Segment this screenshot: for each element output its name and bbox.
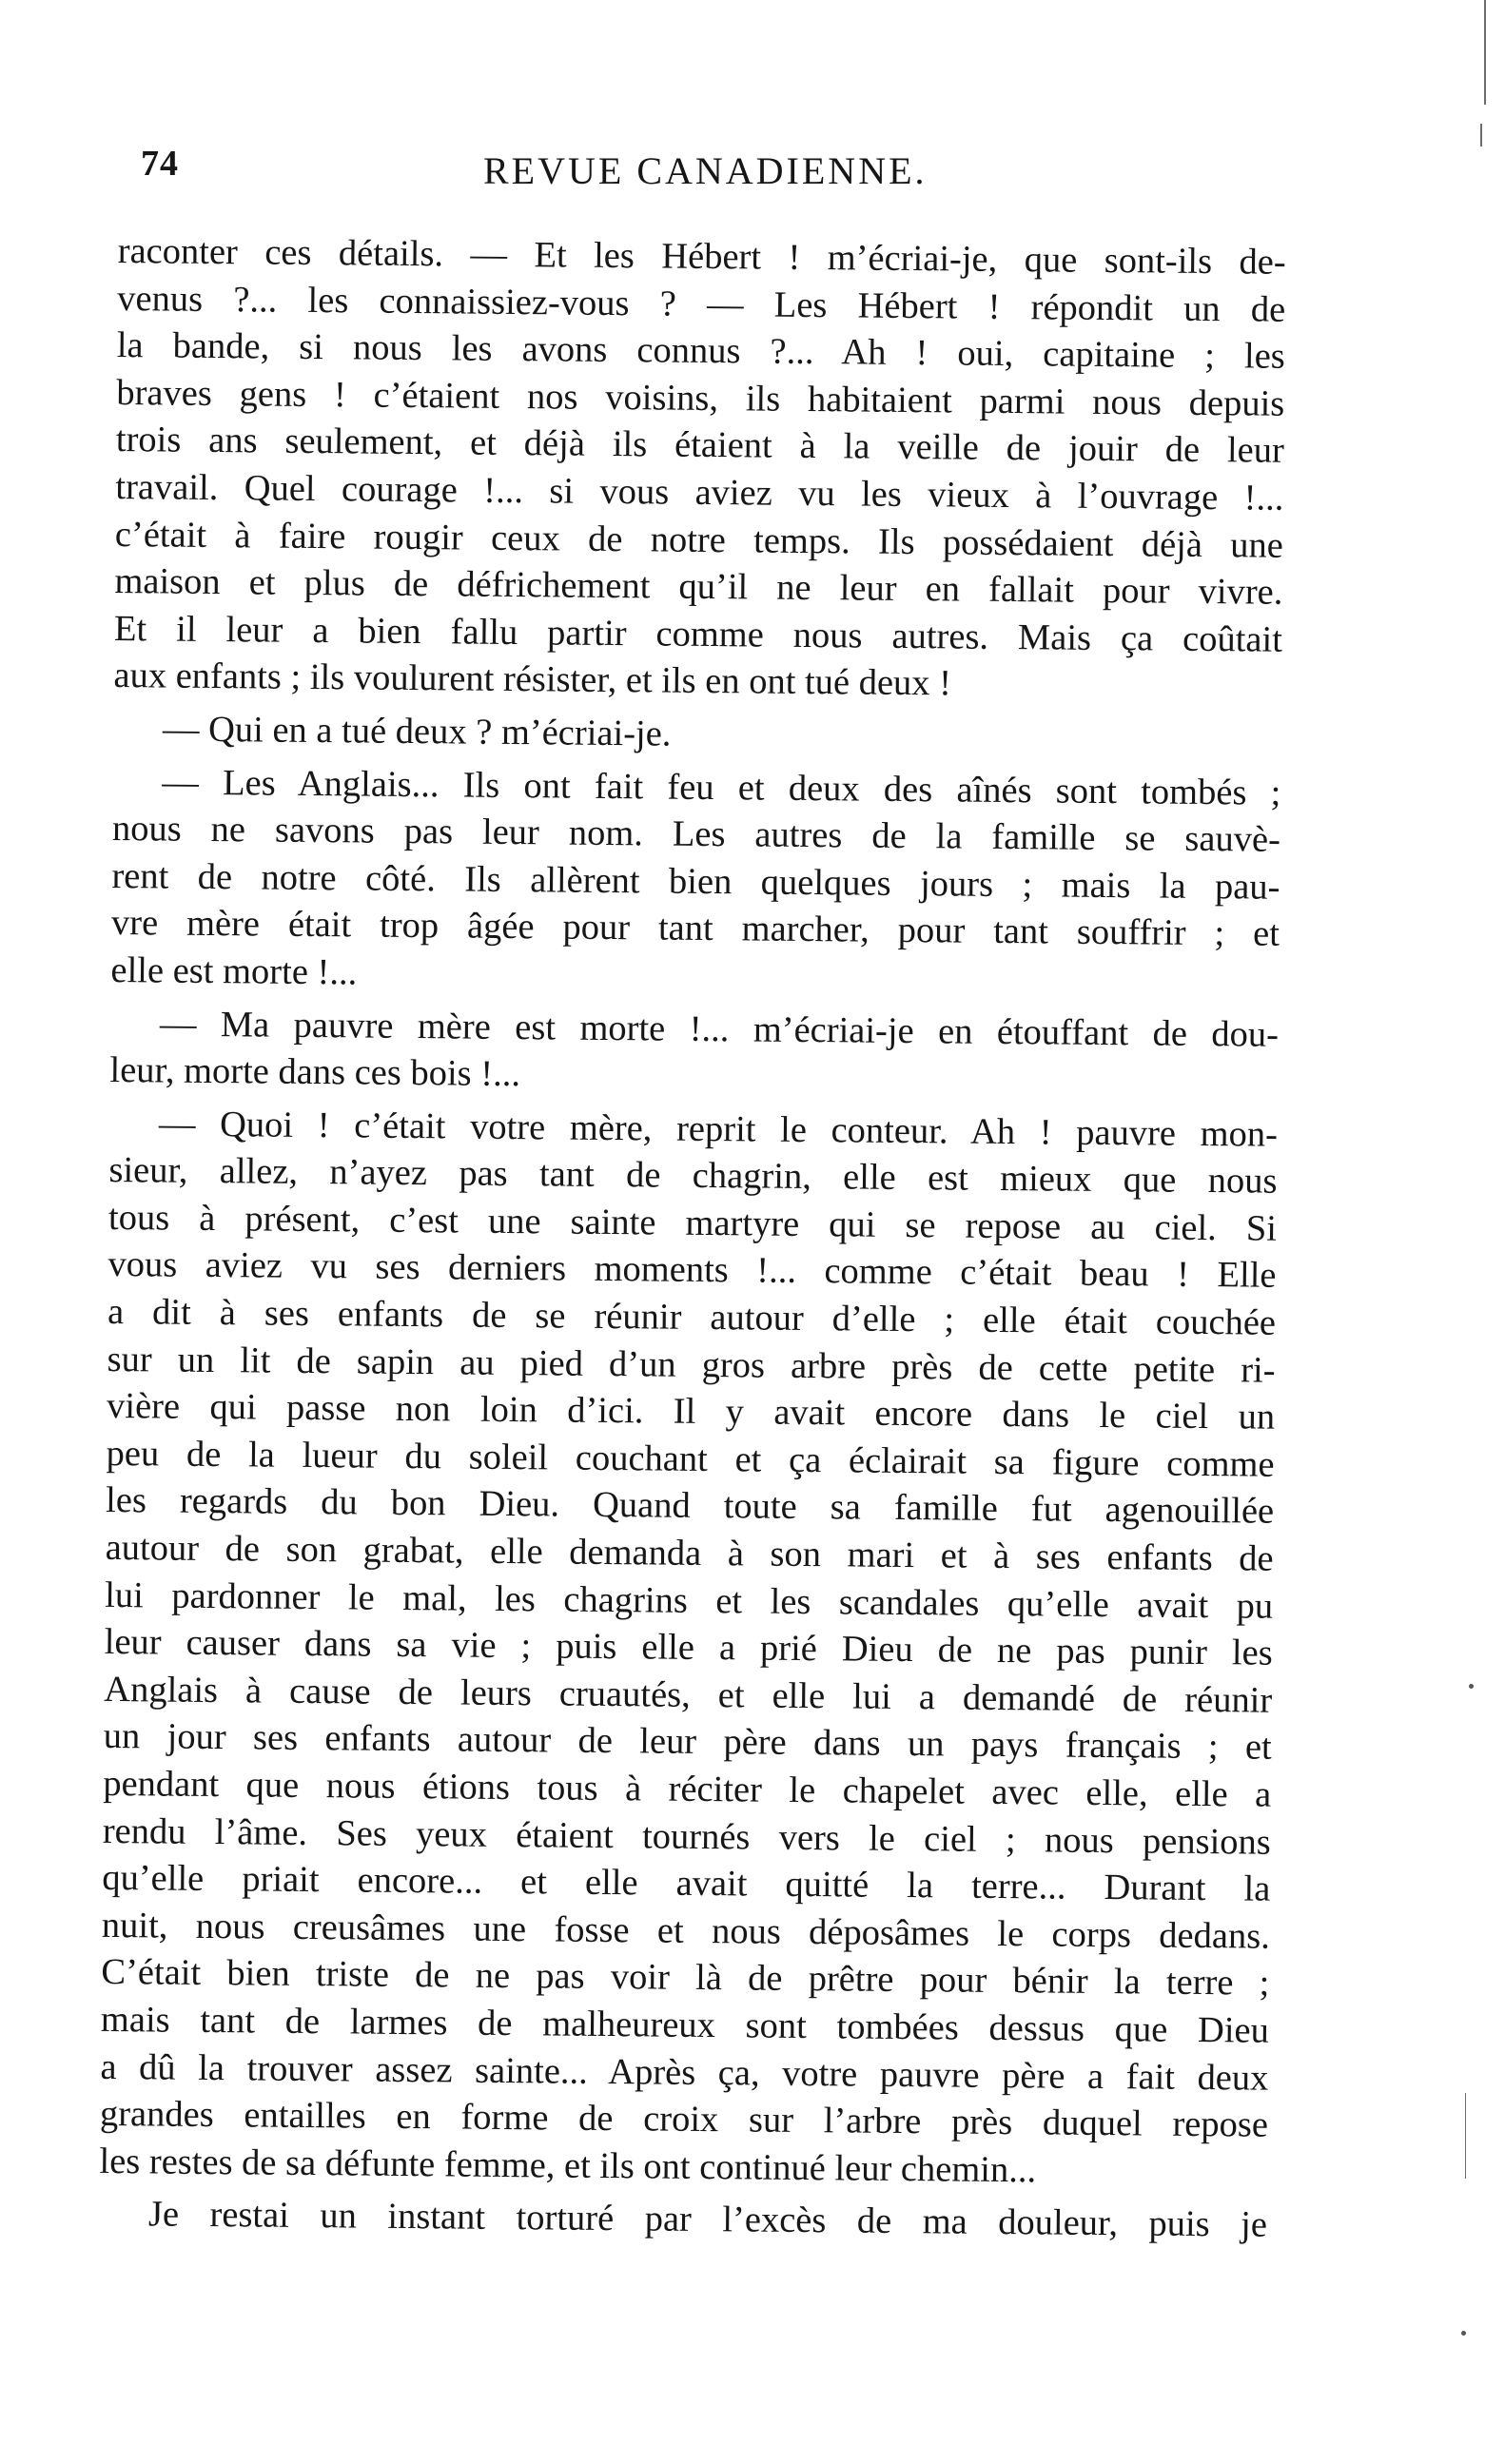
text-line: grandes entailles en forme de croix sur l’arbre près duquel repose: [99, 2094, 1269, 2145]
text-line: Anglais à cause de leurs cruautés, et elle lui a demandé de réunir: [104, 1669, 1273, 1721]
text-line: maison et plus de défrichement qu’il ne leur en fallait pour vivre.: [114, 561, 1283, 613]
text-line: rendu l’âme. Ses yeux étaient tournés vers le ciel ; nous pensions: [102, 1810, 1271, 1863]
text-line: sur un lit de sapin au pied d’un gros arbre près de cette petite ri-: [107, 1339, 1276, 1391]
text-line: trois ans seulement, et déjà ils étaient à la veille de jouir de leur: [115, 420, 1285, 472]
text-line: raconter ces détails. — Et les Hébert ! m’écriai-je, que sont-ils de-: [117, 230, 1286, 283]
text-line: — Les Anglais... Ils ont fait feu et deux des aînés sont tombés ;: [162, 762, 1281, 813]
text-line: mais tant de larmes de malheureux sont tombées dessus que Dieu: [100, 1999, 1270, 2051]
text-line: tous à présent, c’est une sainte martyre qui se repose au ciel. Si: [108, 1197, 1278, 1249]
scan-margin-mark: [1480, 124, 1482, 147]
text-line: c’était à faire rougir ceux de notre temps. Ils possédaient déjà une: [114, 514, 1284, 566]
scan-margin-mark: [1484, 0, 1486, 105]
text-line: — Qui en a tué deux ? m’écriai-je.: [162, 709, 672, 754]
text-line: C’était bien triste de ne pas voir là de prêtre pour bénir la terre ;: [101, 1952, 1270, 2004]
text-line: aux enfants ; ils voulurent résister, et ils en ont tué deux !: [113, 655, 952, 704]
page-header: [141, 143, 1282, 209]
page-number: 74: [141, 144, 179, 184]
text-line: qu’elle priait encore... et elle avait quitté la terre... Durant la: [102, 1858, 1271, 1909]
text-line: nous ne savons pas leur nom. Les autres de la famille se sauvè-: [111, 809, 1281, 860]
text-line: Je restai un instant torturé par l’excès de ma douleur, puis je: [147, 2194, 1268, 2246]
text-line: peu de la lueur du soleil couchant et ça éclairait sa figure comme: [106, 1433, 1275, 1485]
text-line: — Quoi ! c’était votre mère, reprit le conteur. Ah ! pauvre mon-: [158, 1104, 1279, 1155]
paragraph: [110, 759, 1280, 1007]
text-line: venus ?... les connaissiez-vous ? — Les Hébert ! répondit un de: [117, 278, 1286, 330]
text-line: leur causer dans sa vie ; puis elle a prié Dieu de ne pas punir les: [104, 1622, 1273, 1673]
text-line: un jour ses enfants autour de leur père dans un pays français ; et: [103, 1716, 1272, 1769]
text-line: vous aviez vu ses derniers moments !... comme c’était beau ! Elle: [108, 1244, 1277, 1297]
text-line: elle est morte !...: [110, 949, 358, 993]
text-line: nuit, nous creusâmes une fosse et nous déposâmes le corps dedans.: [101, 1905, 1271, 1957]
text-line: leur, morte dans ces bois !...: [109, 1050, 521, 1095]
text-line: les restes de sa défunte femme, et ils ont continué leur chemin...: [99, 2141, 1037, 2191]
text-line: les regards du bon Dieu. Quand toute sa famille fut agenouillée: [105, 1480, 1275, 1533]
scan-speck: [1461, 2331, 1466, 2336]
text-line: sieur, allez, n’ayez pas tant de chagrin, elle est mieux que nous: [108, 1150, 1278, 1203]
text-line: vière qui passe non loin d’ici. Il y avait encore dans le ciel un: [106, 1386, 1276, 1437]
paragraph: [99, 2191, 1267, 2249]
body-text: [99, 228, 1286, 2256]
text-line: la bande, si nous les avons connus ?... Ah ! oui, capitaine ; les: [116, 325, 1285, 377]
text-line: lui pardonner le mal, les chagrins et les scandales qu’elle avait pu: [105, 1574, 1274, 1627]
paragraph: [99, 1101, 1278, 2197]
text-line: braves gens ! c’étaient nos voisins, ils habitaient parmi nous depuis: [116, 372, 1285, 424]
text-line: rent de notre côté. Ils allèrent bien quelques jours ; mais la pau-: [111, 855, 1280, 908]
scan-margin-mark: [1465, 2093, 1466, 2179]
text-line: a dû la trouver assez sainte... Après ça, votre pauvre père a fait deux: [100, 2046, 1269, 2099]
text-line: travail. Quel courage !... si vous aviez vu les vieux à l’ouvrage !...: [115, 466, 1284, 518]
text-line: autour de son grabat, elle demanda à son mari et à ses enfants de: [105, 1527, 1274, 1579]
text-line: Et il leur a bien fallu partir comme nous autres. Mais ça coûtait: [113, 608, 1283, 660]
text-line: a dit à ses enfants de se réunir autour d’elle ; elle était couchée: [107, 1292, 1277, 1343]
paragraph: [109, 1000, 1279, 1105]
scan-speck: [1469, 1684, 1474, 1689]
text-line: vre mère était trop âgée pour tant marcher, pour tant souffrir ; et: [110, 903, 1280, 955]
paragraph: [113, 706, 1281, 764]
text-line: pendant que nous étions tous à réciter le chapelet avec elle, elle a: [103, 1763, 1272, 1815]
running-title: REVUE CANADIENNE.: [483, 149, 928, 192]
text-line: — Ma pauvre mère est morte !... m’écriai-je en étouffant de dou-: [159, 1003, 1280, 1055]
paragraph: [113, 228, 1286, 712]
